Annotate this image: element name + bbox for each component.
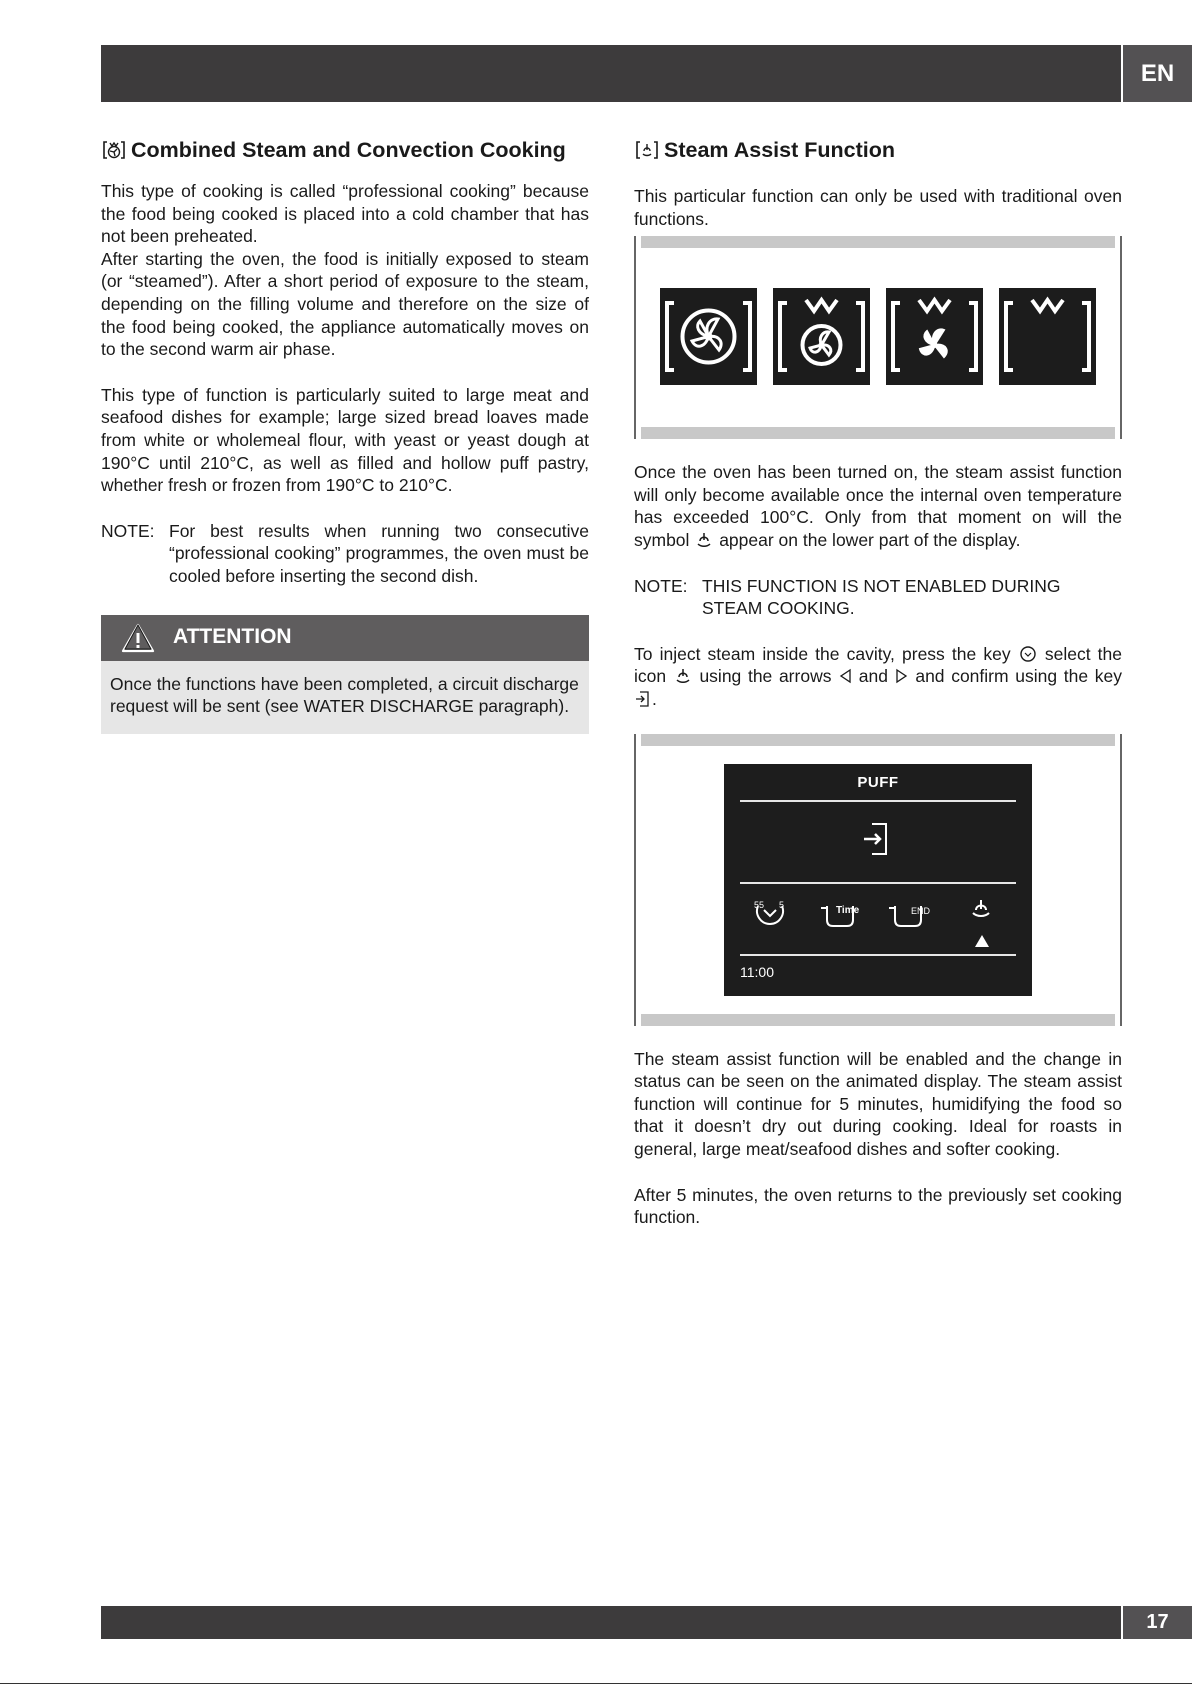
para3-d: and	[858, 666, 888, 687]
paragraph: After starting the oven, the food is initially exposed to steam (or “steamed”). After a short period of exposure to the steam, depending on the filling volume and therefore on the size of the food being cooked, the appliance automatically moves on to the second warm air phase.	[101, 248, 589, 360]
para2-post: appear on the lower part of the display.	[719, 529, 1021, 550]
attention-box	[101, 615, 589, 734]
arrow-right-icon	[895, 667, 909, 683]
display-divider	[740, 882, 1016, 884]
steam-assist-icon	[634, 137, 660, 163]
paragraph: This type of function is particularly suited to large meat and seafood dishes for example; large sized bread loaves made from white or wholemeal flour, with yeast or yeast dough at 190°C until 210°C, as well as filled and hollow puff pastry, whether fresh or frozen from 190°C to 210°C.	[101, 384, 589, 496]
instruction-paragraph	[634, 643, 1122, 711]
note-text: THIS FUNCTION IS NOT ENABLED DURING STEAM COOKING.	[702, 575, 1061, 619]
display-title: PUFF	[857, 773, 899, 791]
clock: 11:00	[740, 963, 774, 980]
figure-band-top	[641, 236, 1115, 248]
para3-e: and confirm using the key	[915, 666, 1122, 687]
note	[634, 575, 1122, 620]
insert-icon	[862, 822, 894, 856]
section-title-steam-assist-text: Steam Assist Function	[664, 138, 895, 162]
steam-assist-icon	[968, 898, 994, 920]
figure-band-bottom	[641, 1014, 1115, 1026]
timer-right-value: 5	[779, 899, 785, 910]
paragraph: After 5 minutes, the oven returns to the previously set cooking function.	[634, 1184, 1122, 1228]
confirm-key-icon	[634, 690, 652, 708]
paragraph: This type of cooking is called “professional cooking” because the food being cooked is placed into a cold chamber that has not been preheated.	[101, 181, 589, 247]
time-label: Time	[836, 904, 860, 916]
display-divider	[740, 800, 1016, 802]
paragraph: The steam assist function will be enabled and the change in status can be seen on the animated display. The steam assist function will continue for 5 minutes, humidifying the food so that it doesn’t dry out during cooking. Ideal for roasts in general, large meat/seafood dishes and softer cooking.	[634, 1048, 1122, 1159]
note-text: For best results when running two consecutive “professional cooking” programmes, the oven must be cooled before inserting the second dish.	[169, 520, 589, 586]
section-title-combined	[101, 135, 589, 165]
para2-pre: Once the oven has been turned on, the steam assist function will only become available once the internal oven temperature has exceeded 100°C. Only from that moment on will the symbol	[634, 462, 1122, 550]
warning-icon	[121, 622, 155, 654]
attention-title: ATTENTION	[173, 625, 292, 649]
steam-fan-icon	[101, 137, 127, 163]
end-label: END	[911, 905, 931, 916]
para3-c: using the arrows	[699, 666, 832, 687]
selection-arrow-icon	[974, 934, 990, 948]
display-divider	[740, 954, 1016, 956]
attention-text: Once the functions have been completed, a circuit discharge request will be sent (see WATER DISCHARGE paragraph).	[110, 673, 579, 717]
steam-assist-symbol-icon	[694, 531, 714, 549]
header-bar	[101, 45, 1121, 102]
section-title-combined-text: Combined Steam and Convection Cooking	[131, 138, 566, 162]
paragraph	[634, 461, 1122, 551]
note	[101, 520, 589, 588]
note-label: NOTE:	[101, 520, 155, 541]
timer-left-value: 55	[754, 899, 765, 910]
function-icons-figure	[634, 236, 1122, 439]
section-title-steam-assist	[634, 135, 1122, 165]
note-label: NOTE:	[634, 575, 688, 596]
attention-header	[101, 615, 589, 661]
page-edge-line	[0, 1683, 1192, 1684]
oven-display	[724, 764, 1032, 996]
right-column	[634, 135, 1122, 1229]
fan-icon	[660, 288, 757, 385]
steam-fan-element-icon	[886, 288, 983, 385]
figure-band-top	[641, 734, 1115, 746]
footer-bar	[101, 1606, 1121, 1639]
figure-band-bottom	[641, 427, 1115, 439]
steam-fan-icon	[773, 288, 870, 385]
arrow-left-icon	[838, 667, 852, 683]
steam-assist-symbol-icon	[673, 667, 693, 685]
timer-icon	[754, 896, 786, 928]
para3-b: select the icon	[634, 643, 1122, 687]
steam-icon	[999, 288, 1096, 385]
page-number: 17	[1123, 1606, 1192, 1639]
function-icons-row	[636, 248, 1120, 427]
display-figure	[634, 734, 1122, 1026]
paragraph: This particular function can only be used with traditional oven functions.	[634, 186, 1122, 229]
display-wrap	[636, 746, 1120, 1014]
language-label: EN	[1123, 45, 1192, 102]
clock-key-icon	[1018, 645, 1038, 663]
para3-f: .	[652, 688, 657, 709]
left-column	[101, 135, 589, 734]
para3-a: To inject steam inside the cavity, press the key	[634, 643, 1011, 664]
